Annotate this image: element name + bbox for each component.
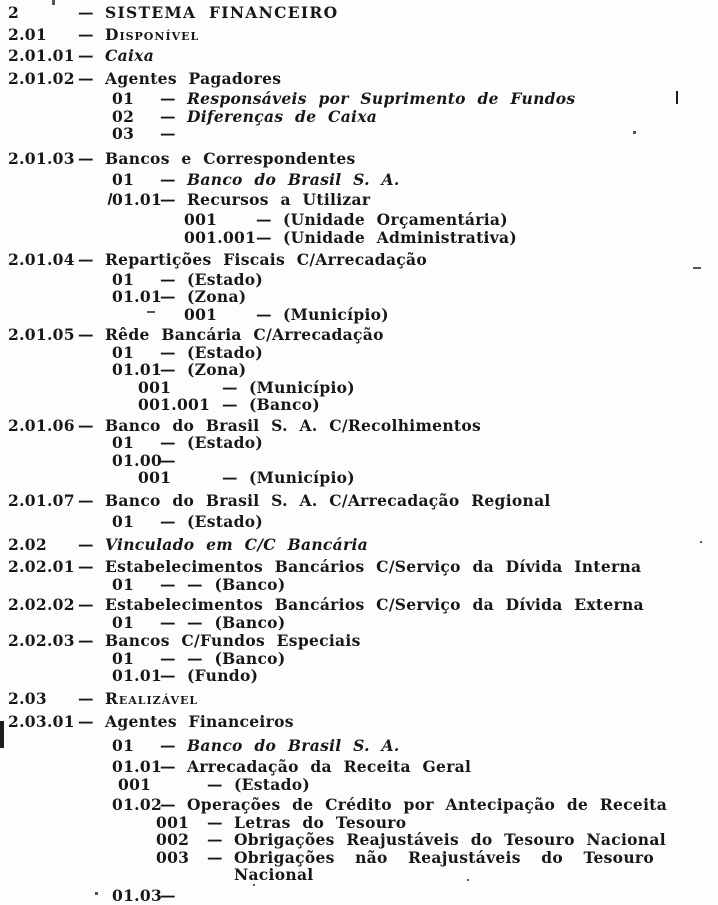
dash-separator: —	[207, 847, 223, 867]
account-label: Estabelecimentos Bancários C/Serviço da Dívida Interna	[105, 557, 642, 576]
account-label: (Banco)	[249, 395, 320, 414]
account-label: Bancos e Correspondentes	[105, 148, 356, 168]
account-label: Disponível	[105, 24, 200, 44]
dash-separator: —	[160, 612, 176, 632]
account-row	[0, 667, 718, 685]
dash-separator: —	[222, 395, 238, 414]
account-row	[0, 4, 718, 22]
account-label: Bancos C/Fundos Especiais	[105, 631, 361, 650]
account-label: Recursos a Utilizar	[187, 189, 371, 209]
dash-separator: —	[160, 885, 176, 905]
account-label: (Zona)	[187, 360, 247, 379]
account-row	[0, 70, 718, 88]
account-row	[0, 776, 718, 794]
dash-separator: —	[78, 631, 94, 650]
account-row	[0, 90, 718, 108]
account-code: 001	[138, 377, 172, 397]
account-code: 001	[184, 210, 218, 229]
account-code: 003	[156, 847, 190, 867]
account-label: Banco do Brasil S. A.	[187, 170, 400, 189]
account-code: 2.01.01	[8, 46, 75, 65]
account-row	[0, 737, 718, 755]
account-row	[0, 211, 718, 229]
dash-separator: —	[207, 812, 223, 832]
account-code: 03	[112, 124, 135, 143]
account-label: Vinculado em C/C Bancária	[105, 534, 369, 554]
scan-artifact-speck	[253, 884, 255, 886]
account-label: Banco do Brasil S. A.	[187, 735, 400, 755]
account-label: Letras do Tesouro	[234, 812, 407, 832]
account-row	[0, 271, 718, 289]
account-label: (Município)	[283, 304, 389, 324]
dash-separator: —	[160, 795, 176, 814]
account-code: 2.02.03	[8, 631, 75, 650]
account-code: 2.01.06	[8, 415, 75, 435]
account-code: 01	[112, 735, 135, 755]
dash-separator: —	[160, 287, 176, 306]
account-code: 01	[112, 269, 135, 289]
scan-artifact-pre-dash	[147, 311, 155, 313]
account-row	[0, 887, 718, 905]
account-row	[0, 47, 718, 65]
dash-separator: —	[160, 124, 176, 143]
account-label: — (Banco)	[187, 574, 286, 594]
dash-separator: —	[78, 595, 94, 614]
account-label: (Unidade Administrativa)	[283, 227, 518, 247]
account-row	[0, 379, 718, 397]
account-code: 01.01	[112, 757, 163, 776]
dash-separator: —	[160, 512, 176, 531]
account-label: Repartições Fiscais C/Arrecadação	[105, 250, 428, 269]
dash-separator: —	[160, 106, 176, 126]
scan-artifact-speck	[633, 131, 636, 134]
account-code: 01	[112, 648, 135, 668]
account-code: 01	[112, 612, 135, 632]
account-row	[0, 326, 718, 344]
dash-separator: —	[78, 148, 94, 168]
account-row	[0, 229, 718, 247]
dash-separator: —	[78, 534, 94, 554]
account-code: 01.01	[112, 287, 163, 306]
account-row	[0, 814, 718, 832]
account-label: (Estado)	[187, 342, 263, 362]
account-code: 01.01	[112, 189, 163, 209]
scan-artifact-right-tick	[676, 91, 678, 104]
account-code: 001	[184, 304, 218, 324]
dash-separator: —	[160, 360, 176, 379]
dash-separator: —	[160, 342, 176, 362]
dash-separator: —	[78, 557, 94, 576]
account-code: 2	[8, 3, 20, 22]
account-label: SISTEMA FINANCEIRO	[105, 3, 339, 22]
dash-separator: —	[160, 170, 176, 189]
scan-artifact-speck	[700, 541, 702, 543]
account-code: 01.01	[112, 666, 163, 685]
account-code: 2.02	[8, 534, 47, 554]
account-code: 2.03.01	[8, 712, 75, 731]
account-row	[0, 344, 718, 362]
dash-separator: —	[160, 757, 176, 776]
dash-separator: —	[78, 250, 94, 269]
account-code: 002	[156, 830, 190, 849]
account-row	[0, 288, 718, 306]
account-row	[0, 632, 718, 650]
account-code: 02	[112, 106, 135, 126]
account-code: 2.01.04	[8, 250, 75, 269]
scan-artifact-speck	[52, 0, 55, 5]
account-row	[0, 596, 718, 614]
dash-separator: —	[78, 415, 94, 435]
account-row	[0, 26, 718, 44]
account-label: (Estado)	[187, 433, 263, 452]
account-row	[0, 650, 718, 668]
account-label: Arrecadação da Receita Geral	[187, 757, 472, 776]
dash-separator: —	[222, 468, 238, 487]
account-label: (Município)	[249, 468, 355, 487]
account-code: 01	[112, 89, 135, 108]
account-label: (Zona)	[187, 287, 247, 306]
account-label: Caixa	[105, 46, 155, 65]
account-code: 001	[118, 774, 152, 794]
dash-separator: —	[160, 450, 176, 470]
dash-separator: —	[256, 227, 272, 247]
dash-separator: —	[222, 377, 238, 397]
account-label: Operações de Crédito por Antecipação de Receita	[187, 795, 668, 814]
account-row	[0, 536, 718, 554]
account-row	[0, 171, 718, 189]
dash-separator: —	[160, 269, 176, 289]
account-label: Estabelecimentos Bancários C/Serviço da Dívida Externa	[105, 595, 644, 614]
account-label: (Unidade Orçamentária)	[283, 210, 508, 229]
account-code: 001.001	[138, 395, 211, 414]
account-label: (Município)	[249, 377, 355, 397]
account-code: 01.02	[112, 795, 163, 814]
account-row	[0, 576, 718, 594]
account-row	[0, 417, 718, 435]
account-row	[0, 396, 718, 414]
account-row	[0, 306, 718, 324]
account-code: 2.01.02	[8, 68, 75, 88]
account-label: (Estado)	[187, 269, 263, 289]
account-row	[0, 558, 718, 576]
account-label: Banco do Brasil S. A. C/Recolhimentos	[105, 415, 482, 435]
dash-separator: —	[160, 666, 176, 685]
dash-separator: —	[256, 210, 272, 229]
account-row	[0, 452, 718, 470]
account-label: Agentes Pagadores	[105, 68, 282, 88]
account-label: (Estado)	[234, 774, 310, 794]
dash-separator: —	[160, 574, 176, 594]
account-row	[0, 513, 718, 531]
scan-artifact-speck	[467, 879, 469, 881]
dash-separator: —	[78, 3, 94, 22]
account-code: 01	[112, 574, 135, 594]
account-code: 01.03	[112, 885, 163, 905]
account-code: 2.01.03	[8, 148, 75, 168]
dash-separator: —	[207, 830, 223, 849]
dash-separator: —	[160, 433, 176, 452]
account-row	[0, 831, 718, 849]
account-code: 2.02.01	[8, 557, 75, 576]
account-code: 01.00	[112, 450, 163, 470]
dash-separator: —	[78, 712, 94, 731]
account-row	[0, 361, 718, 379]
account-label: — (Banco)	[187, 612, 286, 632]
account-row	[0, 434, 718, 452]
account-label: Agentes Financeiros	[105, 712, 294, 731]
account-row	[0, 492, 718, 510]
dash-separator: —	[78, 325, 94, 344]
account-row	[0, 690, 718, 708]
account-code: 01	[112, 433, 135, 452]
dash-separator: —	[160, 189, 176, 209]
account-code: 01.01	[112, 360, 163, 379]
account-row	[0, 614, 718, 632]
scan-artifact-speck	[95, 892, 98, 895]
account-label: Realizável	[105, 688, 199, 708]
dash-separator: —	[207, 774, 223, 794]
account-row	[0, 469, 718, 487]
account-row	[0, 849, 718, 884]
account-row	[0, 150, 718, 168]
dash-separator: —	[160, 89, 176, 108]
dash-separator: —	[78, 688, 94, 708]
account-label: Responsáveis por Suprimento de Fundos	[187, 89, 576, 108]
account-code: 2.01	[8, 24, 47, 44]
account-row	[0, 108, 718, 126]
account-label: Diferenças de Caixa	[187, 106, 378, 126]
account-code: 2.02.02	[8, 595, 75, 614]
account-code: 001	[156, 812, 190, 832]
account-code: 2.01.07	[8, 490, 75, 510]
account-label: (Estado)	[187, 512, 263, 531]
scan-artifact-margin-dash	[693, 267, 701, 269]
dash-separator: —	[78, 68, 94, 88]
account-row	[0, 251, 718, 269]
account-row	[0, 713, 718, 731]
account-code: 2.03	[8, 688, 47, 708]
account-code: 01	[112, 342, 135, 362]
account-code: 01	[112, 170, 135, 189]
account-code: 01	[112, 512, 135, 531]
account-label: Obrigações não Reajustáveis do Tesouro Nacional	[234, 847, 654, 884]
account-code: 001	[138, 468, 172, 487]
account-label: — (Banco)	[187, 648, 286, 668]
dash-separator: —	[78, 24, 94, 44]
account-label: Banco do Brasil S. A. C/Arrecadação Regional	[105, 490, 551, 510]
dash-separator: —	[78, 46, 94, 65]
account-row	[0, 796, 718, 814]
dash-separator: —	[78, 490, 94, 510]
dash-separator: —	[160, 648, 176, 668]
dash-separator: —	[256, 304, 272, 324]
account-row	[0, 125, 718, 143]
account-code: 001.001	[184, 227, 257, 247]
account-list	[0, 4, 718, 904]
account-label: Rêde Bancária C/Arrecadação	[105, 325, 384, 344]
account-label: (Fundo)	[187, 666, 259, 685]
scan-artifact-left-bar	[0, 721, 4, 748]
dash-separator: —	[160, 735, 176, 755]
account-row	[0, 758, 718, 776]
account-code: 2.01.05	[8, 325, 75, 344]
account-label: Obrigações Reajustáveis do Tesouro Nacional	[234, 830, 666, 849]
